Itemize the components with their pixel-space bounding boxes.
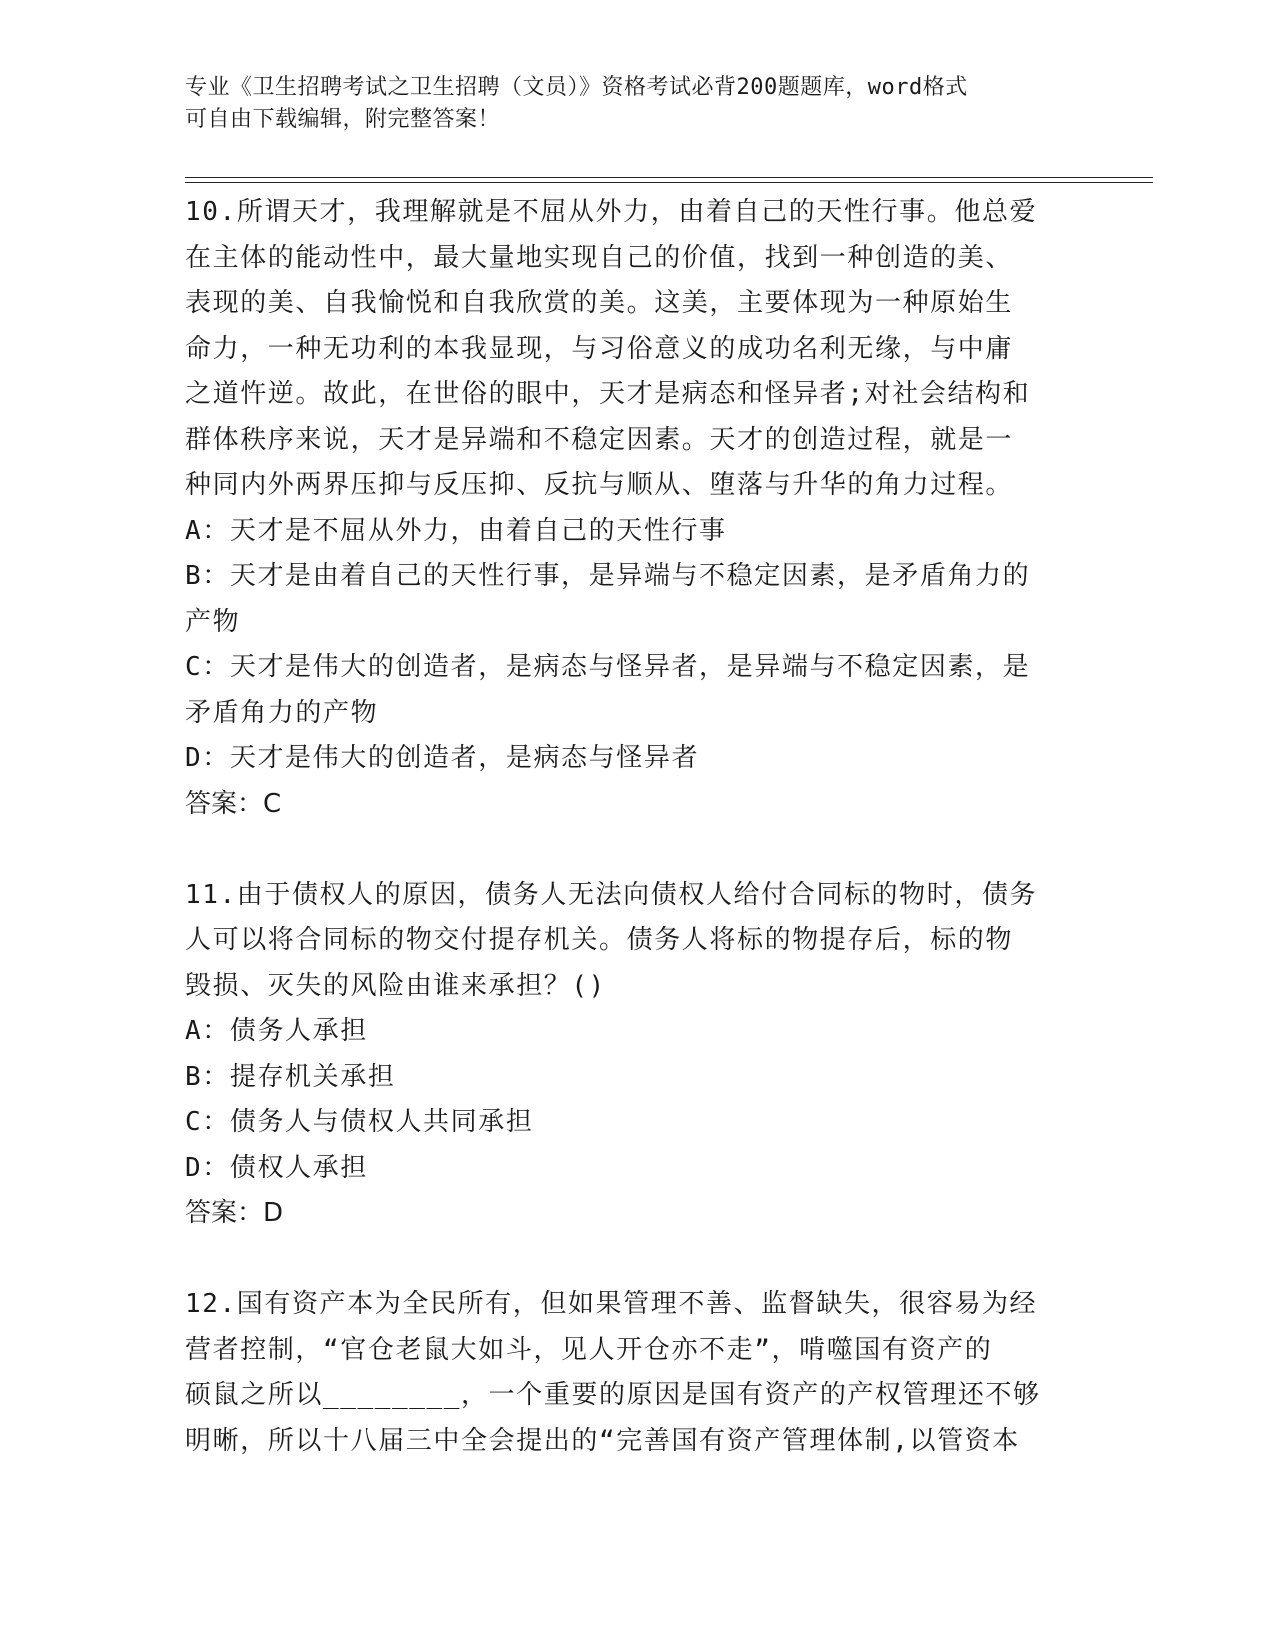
question-stem-line: 11.由于债权人的原因，债务人无法向债权人给付合同标的物时，债务 (185, 879, 1038, 910)
answer-option (185, 554, 1075, 645)
question-stem-line: 硕鼠之所以________，一个重要的原因是国有资产的产权管理还不够 (185, 1380, 1041, 1410)
answer-option-line: D：债权人承担 (185, 1152, 368, 1183)
header-divider-bottom (185, 182, 1153, 183)
answer-option (185, 1146, 1075, 1192)
question-block (185, 1282, 1075, 1464)
question-stem-line: 命力，一种无功利的本我显现，与习俗意义的成功名利无缘，与中庸 (185, 333, 1014, 364)
question-stem-line: 人可以将合同标的物交付提存机关。债务人将标的物提存后，标的物 (185, 925, 1014, 955)
question-stem-line: 群体秩序来说，天才是异端和不稳定因素。天才的创造过程，就是一 (185, 424, 1014, 455)
question-stem-line: 种同内外两界压抑与反压抑、反抗与顺从、堕落与升华的角力过程。 (185, 470, 1014, 500)
answer-option (185, 1009, 1075, 1055)
header-divider-top (185, 177, 1153, 178)
answer-option (185, 1055, 1075, 1101)
question-block (185, 190, 1075, 827)
answer-option-line: B：天才是由着自己的天性行事，是异端与不稳定因素，是矛盾角力的 (185, 561, 1031, 591)
question-spacer (185, 1237, 1075, 1283)
answer-option-line: C：天才是伟大的创造者，是病态与怪异者，是异端与不稳定因素，是 (185, 652, 1031, 682)
question-spacer (185, 827, 1075, 873)
answer-option-line: B：提存机关承担 (185, 1061, 396, 1092)
header-line-1: 专业《卫生招聘考试之卫生招聘（文员）》资格考试必背200题题库，word格式 (185, 75, 968, 100)
answer-option-line: C：债务人与债权人共同承担 (185, 1107, 534, 1137)
question-stem-line: 毁损、灭失的风险由谁来承担？() (185, 970, 606, 1001)
question-stem-line: 营者控制，“官仓老鼠大如斗，见人开仓亦不走”，啃噬国有资产的 (185, 1334, 993, 1365)
answer-option-line: A：债务人承担 (185, 1016, 368, 1046)
question-list (185, 190, 1075, 1464)
question-stem-line: 在主体的能动性中，最大量地实现自己的价值，找到一种创造的美、 (185, 242, 1014, 273)
question-stem-line: 表现的美、自我愉悦和自我欣赏的美。这美，主要体现为一种原始生 (185, 288, 1014, 318)
question-stem-line: 12.国有资产本为全民所有，但如果管理不善、监督缺失，很容易为经 (185, 1289, 1038, 1319)
question-block (185, 873, 1075, 1237)
answer-option-line: 矛盾角力的产物 (185, 697, 379, 728)
answer-option (185, 645, 1075, 736)
header-line-2: 可自由下载编辑，附完整答案！ (185, 107, 501, 132)
answer-option-line: D：天才是伟大的创造者，是病态与怪异者 (185, 743, 700, 773)
question-stem-line: 10.所谓天才，我理解就是不屈从外力，由着自己的天性行事。他总爱 (185, 197, 1038, 227)
answer-option (185, 736, 1075, 782)
answer-option (185, 1100, 1075, 1146)
answer-option (185, 509, 1075, 555)
answer-key: 答案：C (185, 788, 282, 819)
document-header (185, 72, 1065, 136)
question-stem-line: 明晰，所以十八届三中全会提出的“完善国有资产管理体制,以管资本 (185, 1425, 1020, 1456)
question-stem-line: 之道忤逆。故此，在世俗的眼中，天才是病态和怪异者;对社会结构和 (185, 379, 1031, 409)
answer-option-line: A：天才是不屈从外力，由着自己的天性行事 (185, 515, 727, 546)
answer-option-line: 产物 (185, 606, 241, 637)
answer-key: 答案：D (185, 1198, 284, 1228)
